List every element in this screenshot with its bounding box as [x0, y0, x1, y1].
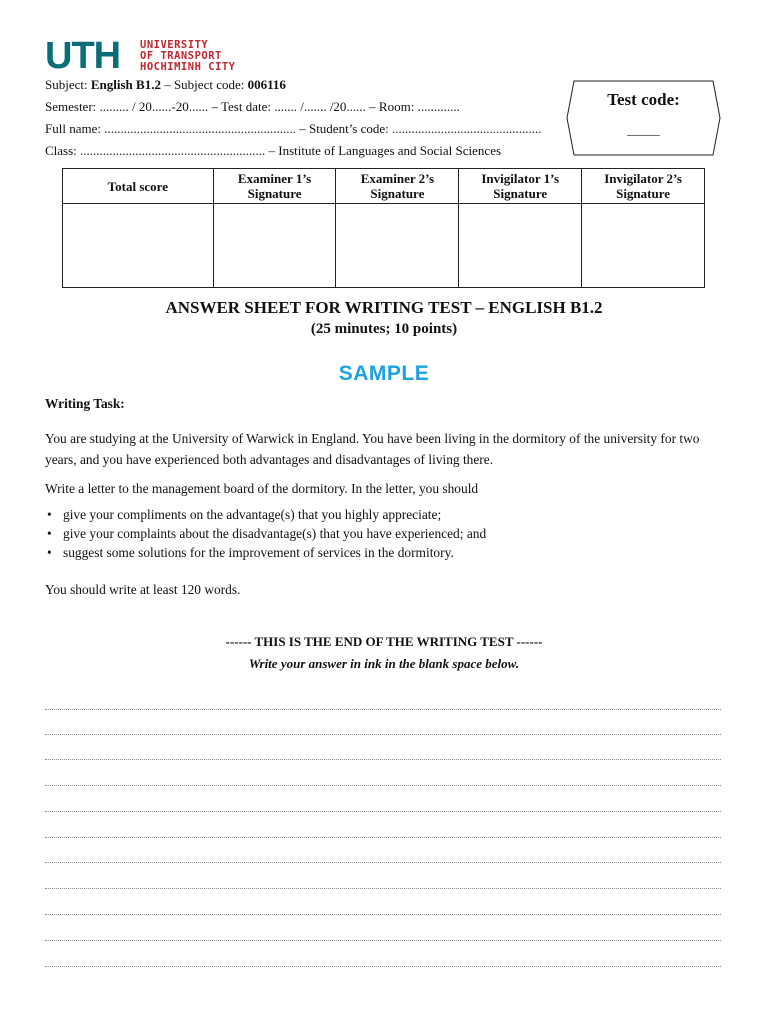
subject-line: [45, 77, 286, 93]
examiner-2-header: [336, 169, 459, 204]
header-text: Invigilator 1’s: [481, 171, 560, 186]
total-score-header: [63, 169, 214, 204]
examiner-2-cell: [336, 204, 459, 288]
answer-line[interactable]: [45, 837, 721, 838]
page-subtitle: (25 minutes; 10 points): [310, 321, 458, 337]
list-item: • suggest some solutions for the improvement of services in the dormitory.: [45, 543, 486, 562]
logo-line-3: HOCHIMINH CITY: [140, 61, 236, 73]
invigilator-2-cell: [582, 204, 705, 288]
logo-line-2: OF TRANSPORT: [140, 50, 222, 62]
task-paragraph-2: Write a letter to the management board of the dormitory. In the letter, you should: [45, 481, 479, 496]
header-text: Examiner 1’s: [237, 171, 312, 186]
answer-line[interactable]: [45, 888, 721, 889]
header-text: Invigilator 2’s: [604, 171, 682, 186]
test-code-value: _____: [627, 122, 660, 137]
answer-line[interactable]: [45, 862, 721, 863]
test-code-title: Test code:: [607, 90, 680, 109]
examiner-1-header: [213, 169, 336, 204]
uth-logo-text: [140, 40, 236, 73]
answer-instruction: Write your answer in ink in the blank space below.: [248, 656, 520, 671]
task-heading: Writing Task:: [45, 396, 125, 411]
signature-table-header: [63, 169, 705, 204]
signature-table: [62, 168, 705, 288]
class-line: Class: ......................................................... – Institute of Languages and Social Sciences: [45, 143, 502, 158]
invigilator-1-header: [459, 169, 582, 204]
answer-line[interactable]: [45, 709, 721, 710]
answer-line[interactable]: [45, 785, 721, 786]
answer-line[interactable]: [45, 914, 721, 915]
end-of-test-notice: ------ THIS IS THE END OF THE WRITING TEST ------: [225, 634, 543, 649]
answer-line[interactable]: [45, 966, 721, 967]
subject-code-value: 006116: [247, 77, 286, 92]
sample-watermark-label: SAMPLE: [338, 362, 430, 385]
header-text: Examiner 2’s: [360, 171, 435, 186]
header-text: Total score: [107, 178, 168, 194]
task-bullet-list: [45, 505, 486, 562]
invigilator-2-header: [582, 169, 705, 204]
semester-line: Semester: ......... / 20......-20...... – Test date: ....... /....... /20...... – Room: .............: [45, 99, 460, 114]
task-paragraph-1: You are studying at the University of Warwick in England. You have been living in the dormitory of the university for two years, and you have experienced both advantages and disadvantages of living there.: [45, 431, 700, 467]
word-count-instruction: You should write at least 120 words.: [45, 582, 241, 597]
logo-line-1: UNIVERSITY: [140, 39, 209, 51]
subject-prefix: Subject:: [45, 77, 91, 92]
page-title: ANSWER SHEET FOR WRITING TEST – ENGLISH B1.2: [165, 298, 603, 317]
answer-line[interactable]: [45, 811, 721, 812]
fullname-line: Full name: ........................................................... – Student’s code: ..............................................: [45, 121, 542, 136]
list-item: • give your compliments on the advantage(s) that you highly appreciate;: [45, 505, 486, 524]
subject-value: English B1.2: [90, 77, 161, 92]
header-text: Signature: [247, 186, 302, 201]
answer-line[interactable]: [45, 759, 721, 760]
list-item: • give your complaints about the disadvantage(s) that you have experienced; and: [45, 524, 486, 543]
answer-line[interactable]: [45, 734, 721, 735]
uth-logo-mark: UTH: [45, 35, 121, 77]
subject-code-prefix: – Subject code:: [160, 77, 248, 92]
examiner-1-cell: [213, 204, 336, 288]
answer-line[interactable]: [45, 940, 721, 941]
invigilator-1-cell: [459, 204, 582, 288]
header-text: Signature: [370, 186, 425, 201]
header-text: Signature: [493, 186, 548, 201]
header-text: Signature: [616, 186, 671, 201]
signature-table-row: [63, 204, 705, 288]
total-score-cell: [63, 204, 214, 288]
